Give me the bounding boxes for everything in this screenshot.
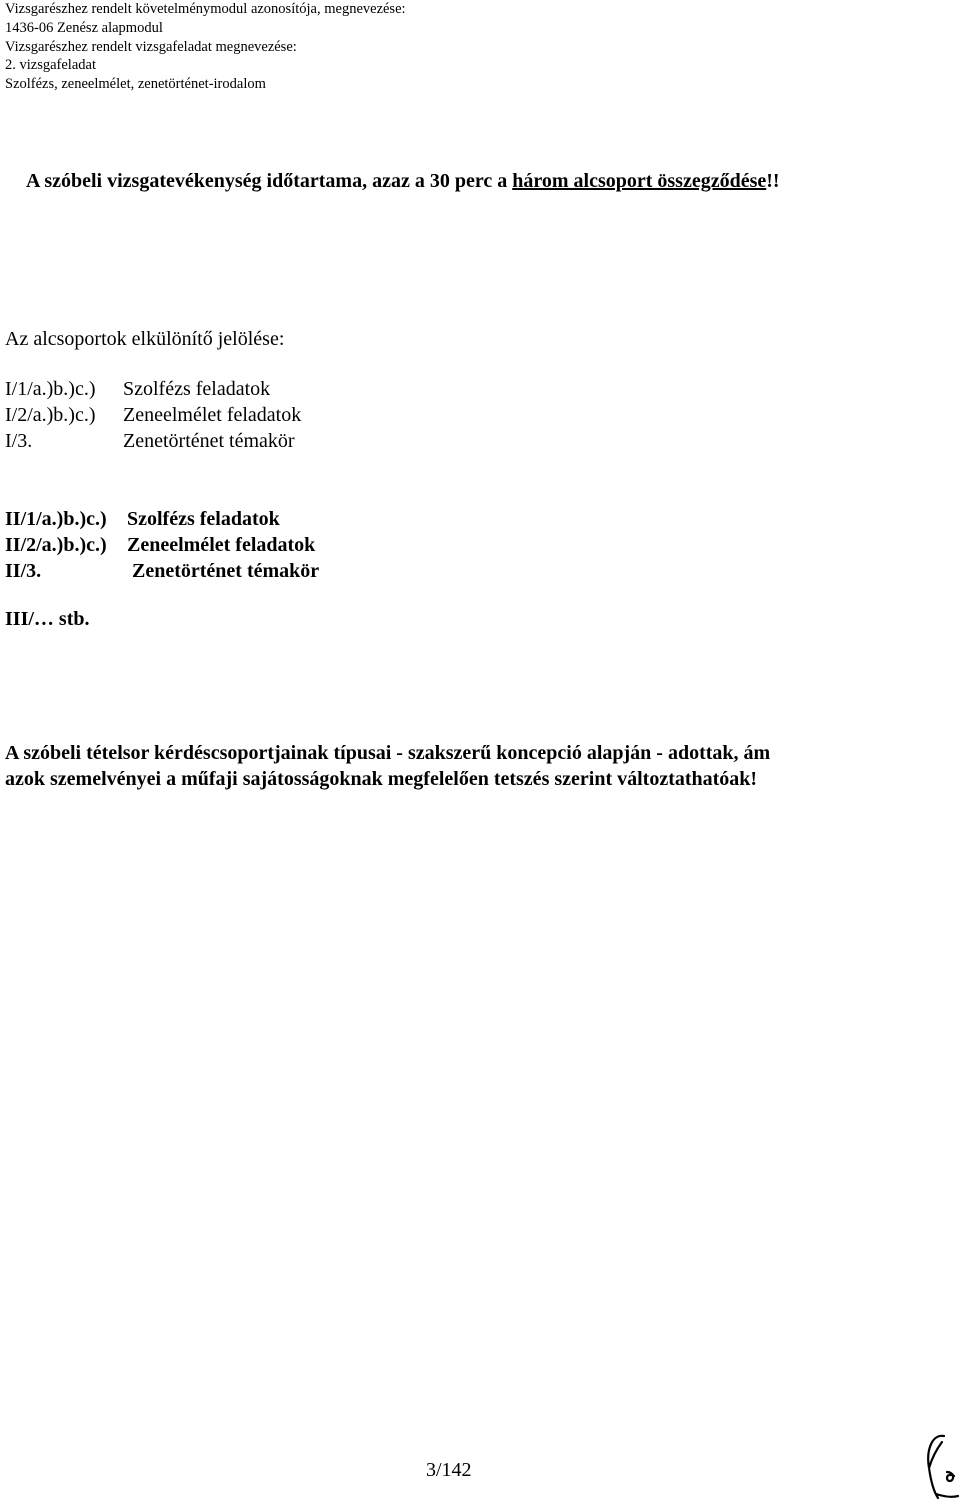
- page-number: 3/142: [426, 1459, 472, 1481]
- subgroup-label: Zenetörténet témakör: [132, 560, 320, 582]
- closing-paragraph: [5, 740, 770, 792]
- section-title: Az alcsoportok elkülönítő jelölése:: [5, 328, 285, 350]
- header-line: 1436-06 Zenész alapmodul: [5, 19, 163, 36]
- notice-underlined-text: három alcsoport összegződése: [512, 170, 767, 192]
- subgroup-row: [5, 506, 319, 532]
- subgroup-row: [5, 402, 301, 428]
- header-line: Vizsgarészhez rendelt követelménymodul azonosítója, megnevezése:: [5, 1, 406, 17]
- subgroup-code: I/2/a.)b.)c.): [5, 404, 96, 426]
- subgroup-code: II/1/a.)b.)c.): [5, 508, 107, 530]
- notice-exclamation: !!: [766, 170, 780, 192]
- notice-text: A szóbeli vizsgatevékenység időtartama, azaz a 30 perc a: [26, 170, 513, 192]
- closing-line: A szóbeli tételsor kérdéscsoportjainak típusai - szakszerű koncepció alapján - adottak, ám: [5, 742, 771, 764]
- page-header: [5, 0, 406, 94]
- header-line: Szolfézs, zeneelmélet, zenetörténet-irodalom: [5, 76, 266, 93]
- subgroup-code: I/1/a.)b.)c.): [5, 378, 96, 400]
- subgroup-label: Szolfézs feladatok: [123, 378, 271, 400]
- header-line: Vizsgarészhez rendelt vizsgafeladat megnevezése:: [5, 38, 297, 55]
- subgroup-row: [5, 376, 301, 402]
- subgroup-list-1: [5, 376, 301, 454]
- subgroup-code: I/3.: [5, 430, 33, 452]
- closing-line: azok szemelvényei a műfaji sajátosságoknak megfelelően tetszés szerint változtathatóak!: [5, 768, 758, 790]
- subgroup-label: Szolfézs feladatok: [127, 508, 280, 530]
- subgroup-list-2: [5, 506, 319, 584]
- signature-initial: [920, 1428, 960, 1503]
- subgroup-code: II/3.: [5, 560, 42, 582]
- subgroup-label: Zeneelmélet feladatok: [127, 534, 316, 556]
- header-line: 2. vizsgafeladat: [5, 57, 96, 74]
- subgroup-row: [5, 428, 301, 454]
- subgroup-row: [5, 532, 319, 558]
- subgroup-label: Zeneelmélet feladatok: [123, 404, 302, 426]
- subgroup-code: II/2/a.)b.)c.): [5, 534, 107, 556]
- subgroup-row: [5, 558, 319, 584]
- duration-notice: [26, 170, 780, 193]
- etc-line: III/… stb.: [5, 608, 90, 630]
- subgroup-label: Zenetörténet témakör: [123, 430, 295, 452]
